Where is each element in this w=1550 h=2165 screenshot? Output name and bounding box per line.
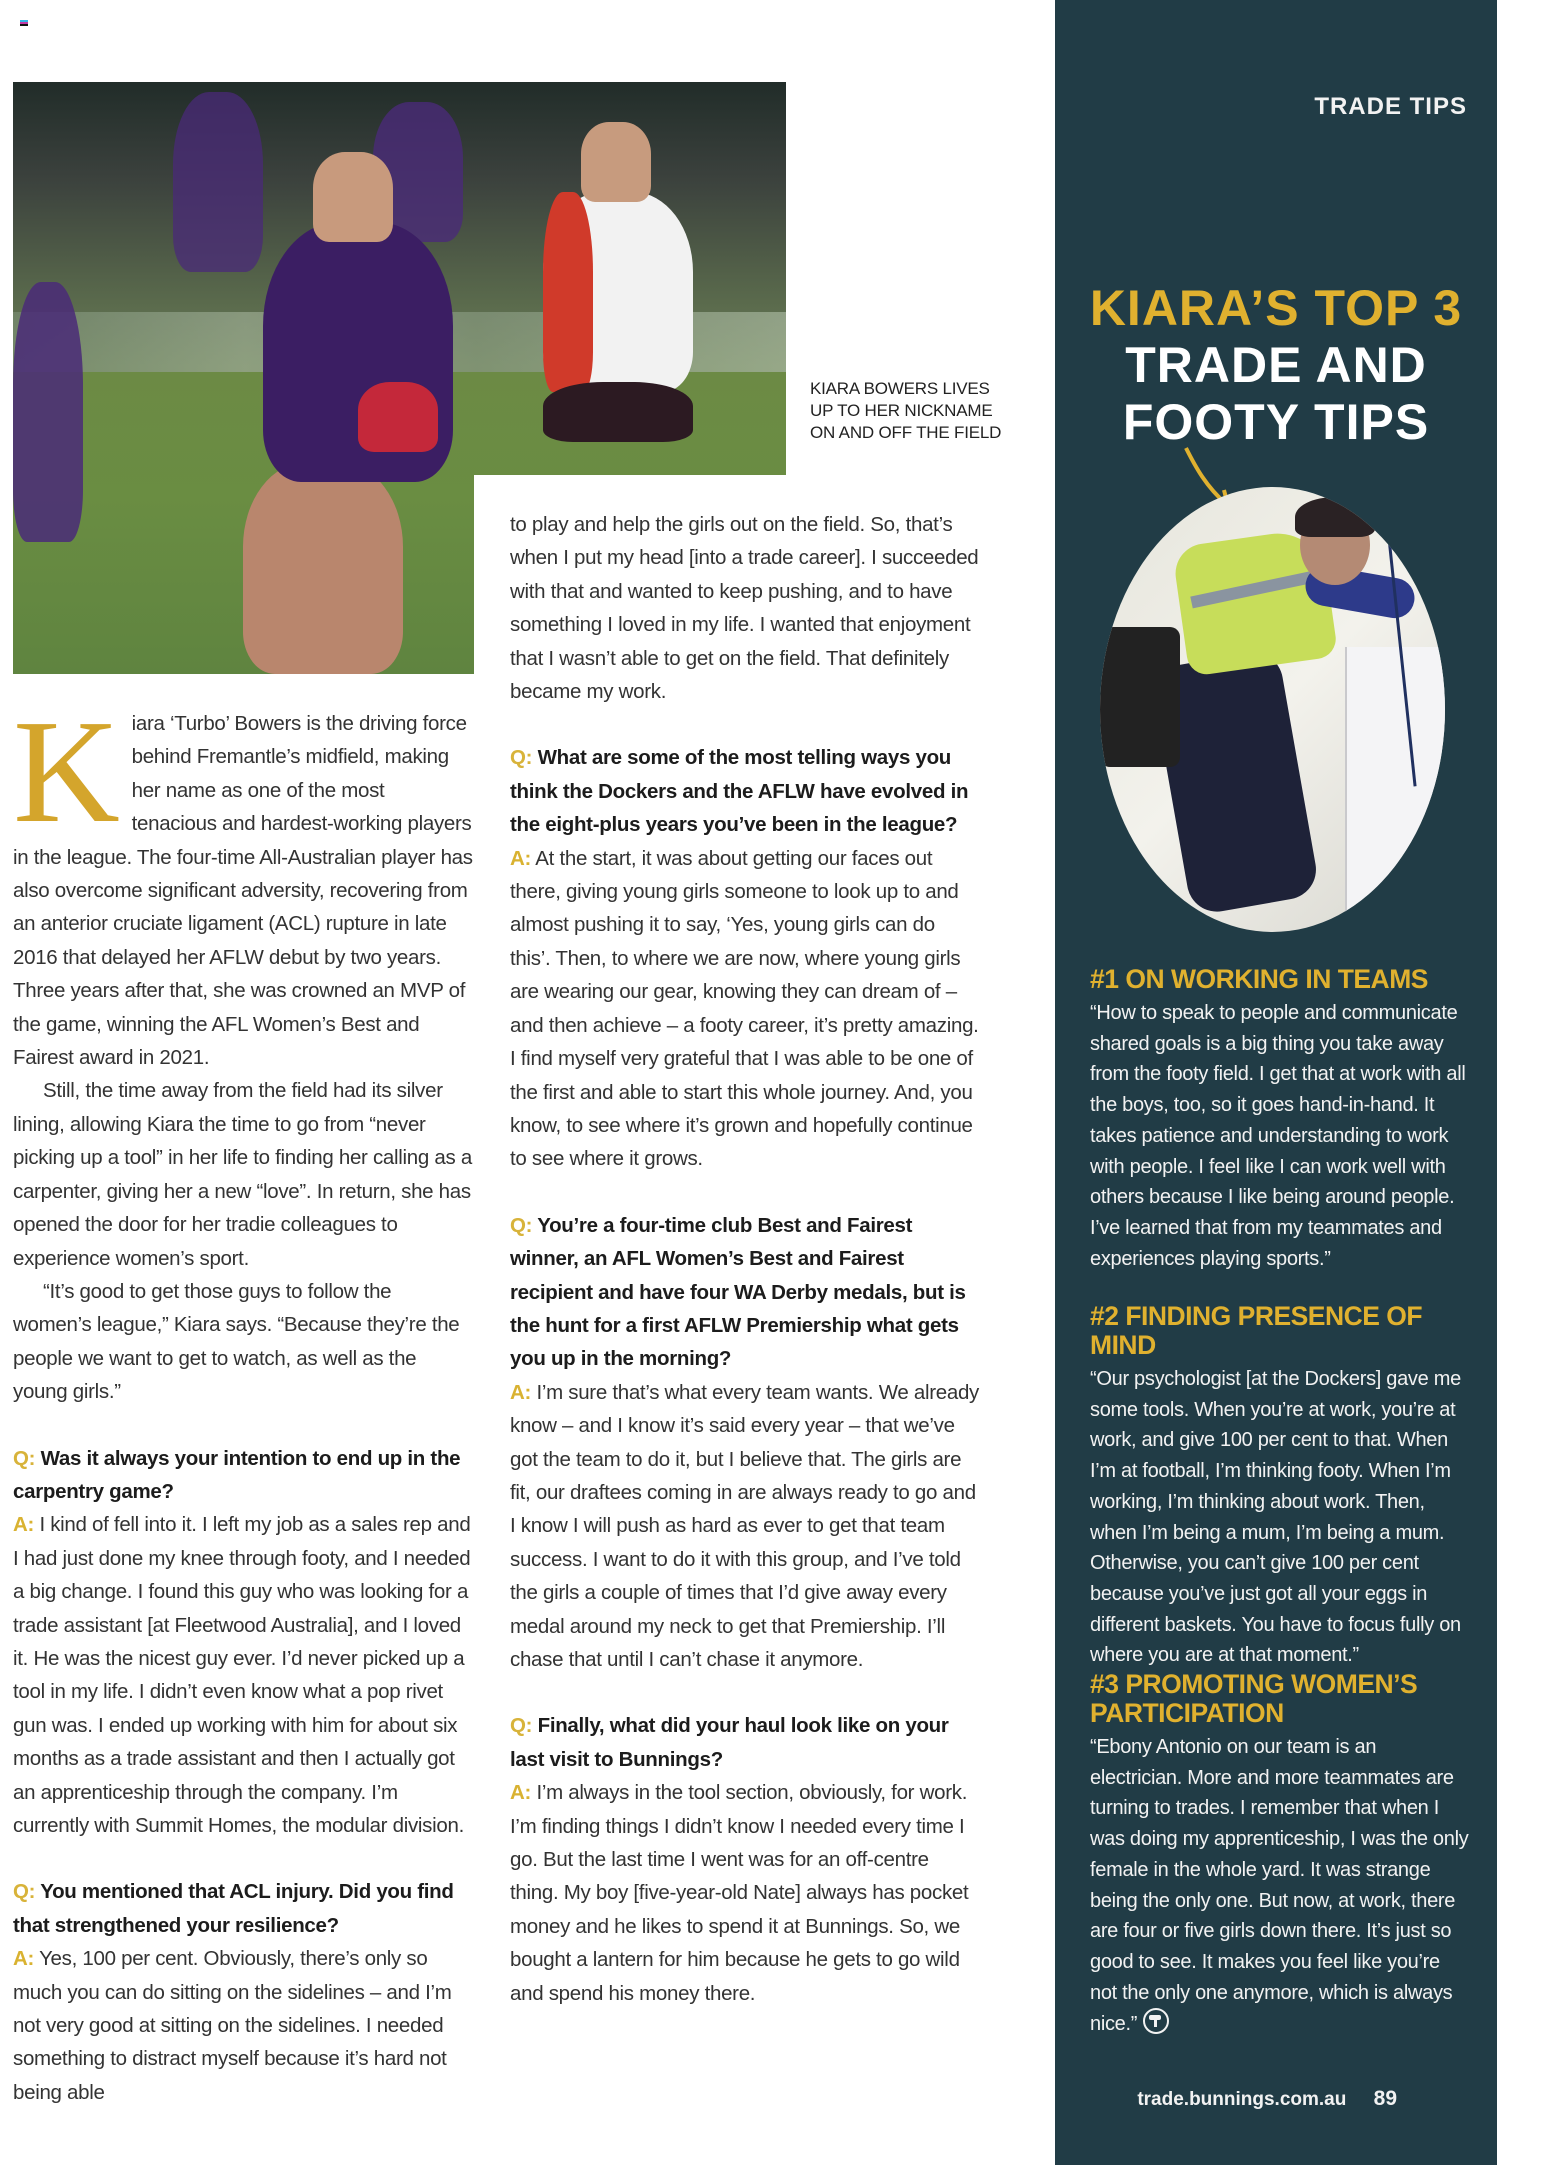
photo-main-player-legs <box>243 462 403 674</box>
photo-background-player <box>13 282 83 542</box>
footer-url: trade.bunnings.com.au <box>1137 2089 1347 2110</box>
photo-opponent-head <box>581 122 651 202</box>
print-registration-mark <box>20 20 28 28</box>
question: Q: You’re a four-time club Best and Fairest winner, an AFL Women’s Best and Fairest recipient and have four WA Derby medals, but is the hunt for a first AFLW Premiership what gets you up in the morning? <box>510 1213 966 1371</box>
portrait-photo-carpenter <box>1100 487 1445 932</box>
tip-2 <box>1090 1302 1470 1671</box>
photo-caption: KIARA BOWERS LIVES UP TO HER NICKNAME ON AND OFF THE FIELD <box>810 379 1002 442</box>
article-column-middle <box>510 508 980 2010</box>
question: Q: You mentioned that ACL injury. Did you find that strengthened your resilience? <box>13 1880 454 1937</box>
body-paragraph: Still, the time away from the field had its silver lining, allowing Kiara the time to go from “never picking up a tool” in her life to finding her calling as a carpenter, giving her a new “love”. In return, she has opened the door for her tradie colleagues to experience women’s sport. <box>13 1079 472 1270</box>
tip-body: “Ebony Antonio on our team is an electrician. More and more teammates are turning to trades. I remember that when I was doing my apprenticeship, I was the only female in the whole yard. It was strange being the only one. But now, at work, there are four or five girls down there. It’s just so good to see. It makes you feel like you’re not the only one anymore, which is always nice.” <box>1090 1736 1469 2036</box>
tip-heading: #2 FINDING PRESENCE OF MIND <box>1090 1301 1423 1360</box>
body-paragraph: “It’s good to get those guys to follow the women’s league,” Kiara says. “Because they’re the people we want to get to watch, as well as the young girls.” <box>13 1279 460 1404</box>
portrait-wall-panel <box>1345 647 1445 932</box>
question: Q: What are some of the most telling ways you think the Dockers and the AFLW have evolved in the eight-plus years you’ve been in the league? <box>510 746 969 837</box>
page-number: 89 <box>1373 2087 1397 2110</box>
sidebar-title: KIARA’S TOP 3 TRADE AND FOOTY TIPS <box>1089 280 1463 450</box>
answer: A: I’m always in the tool section, obviously, for work. I’m finding things I didn’t know I needed every time I go. But the last time I went was for an off-centre thing. My boy [five-year-old Nate] always has pocket money and he likes to spend it at Bunnings. So, we bought a lantern for him because he gets to go wild and spend his money there. <box>510 1781 969 2005</box>
tip-body: “Our psychologist [at the Dockers] gave me some tools. When you’re at work, you’re at work, and give 100 per cent to that. When I’m at football, I’m thinking footy. When I’m working, I’m thinking about work. Then, when I’m being a mum, I’m being a mum. Otherwise, you can’t give 100 per cent because you’ve just got all your eggs in different baskets. You have to focus fully on where you are at that moment.” <box>1090 1368 1461 1667</box>
photo-football <box>358 382 438 452</box>
answer-continued: to play and help the girls out on the field. So, that’s when I put my head [into a trade career]. I succeeded with that and wanted to keep pushing, and to have something I loved in my life. I wanted that enjoyment that I wasn’t able to get on the field. That definitely became my work. <box>510 513 979 704</box>
answer: A: Yes, 100 per cent. Obviously, there’s only so much you can do sitting on the sidelines – and I’m not very good at sitting on the sidelines. I needed something to distract myself because it’s hard not being able <box>13 1947 452 2104</box>
article-column-left <box>13 690 473 2109</box>
photo-main-player-head <box>313 152 393 242</box>
tip-heading: #1 ON WORKING IN TEAMS <box>1090 964 1428 994</box>
portrait-hair <box>1295 497 1375 537</box>
tip-1 <box>1090 965 1470 1274</box>
drop-cap: K <box>13 690 120 854</box>
question: Q: Was it always your intention to end up in the carpentry game? <box>13 1446 461 1503</box>
photo-background-player <box>173 92 263 272</box>
answer: A: I kind of fell into it. I left my job as a sales rep and I had just done my knee through footy, and I needed a big change. I found this guy who was looking for a trade assistant [at Fleetwood Australia], and I loved it. He was the nicest guy ever. I’d never picked up a tool in my life. I didn’t even know what a pop rivet gun was. I ended up working with him for about six months as a trade assistant and then I actually got an apprenticeship through the company. I’m currently with Summit Homes, the modular division. <box>13 1513 471 1837</box>
answer: A: At the start, it was about getting our faces out there, giving young girls someone to look up to and almost pushing it to say, ‘Yes, young girls can do this’. Then, to where we are now, where young girls are wearing our gear, knowing they can dream of – and then achieve – a footy career, it’s pretty amazing. I find myself very grateful that I was able to be one of the first and able to start this whole journey. And, you know, to see where it’s grown and hopefully continue to see where it grows. <box>510 846 979 1171</box>
photo-opponent-stripe <box>543 192 593 392</box>
tip-heading: #3 PROMOTING WOMEN’S PARTICIPATION <box>1090 1669 1418 1728</box>
tip-3 <box>1090 1670 1470 2040</box>
intro-paragraph: Kiara ‘Turbo’ Bowers is the driving force behind Fremantle’s midfield, making her name as one of the most tenacious and hardest-working players in the league. The four-time All-Australian player has also overcome significant adversity, recovering from an anterior cruciate ligament (ACL) rupture in late 2016 that delayed her AFLW debut by two years. Three years after that, she was crowned an MVP of the game, winning the AFL Women’s Best and Fairest award in 2021. <box>13 690 473 1070</box>
tip-body: “How to speak to people and communicate shared goals is a big thing you take away from the footy field. I get that at work with all the boys, too, so it goes hand-in-hand. It takes patience and understanding to work with people. I feel like I can work well with others because I like being around people. I’ve learned that from my teammates and experiences playing sports.” <box>1090 1002 1466 1270</box>
portrait-tool-belt <box>1100 627 1180 767</box>
question: Q: Finally, what did your haul look like on your last visit to Bunnings? <box>510 1714 949 1771</box>
hammer-in-circle-icon <box>1143 2008 1169 2034</box>
photo-opponent-shorts <box>543 382 693 442</box>
answer: A: I’m sure that’s what every team wants. We already know – and I know it’s said every year – that we’ve got the team to do it, but I believe that. The girls are fit, our draftees coming in are always ready to go and I know I will push as hard as ever to get that team success. I want to do it with this group, and I’ve told the girls a couple of times that I’d give away every medal around my neck to get that Premiership. I’ll chase that until I can’t chase it anymore. <box>510 1380 980 1671</box>
section-label: TRADE TIPS <box>1314 93 1467 120</box>
page-footer <box>1137 2087 1397 2111</box>
